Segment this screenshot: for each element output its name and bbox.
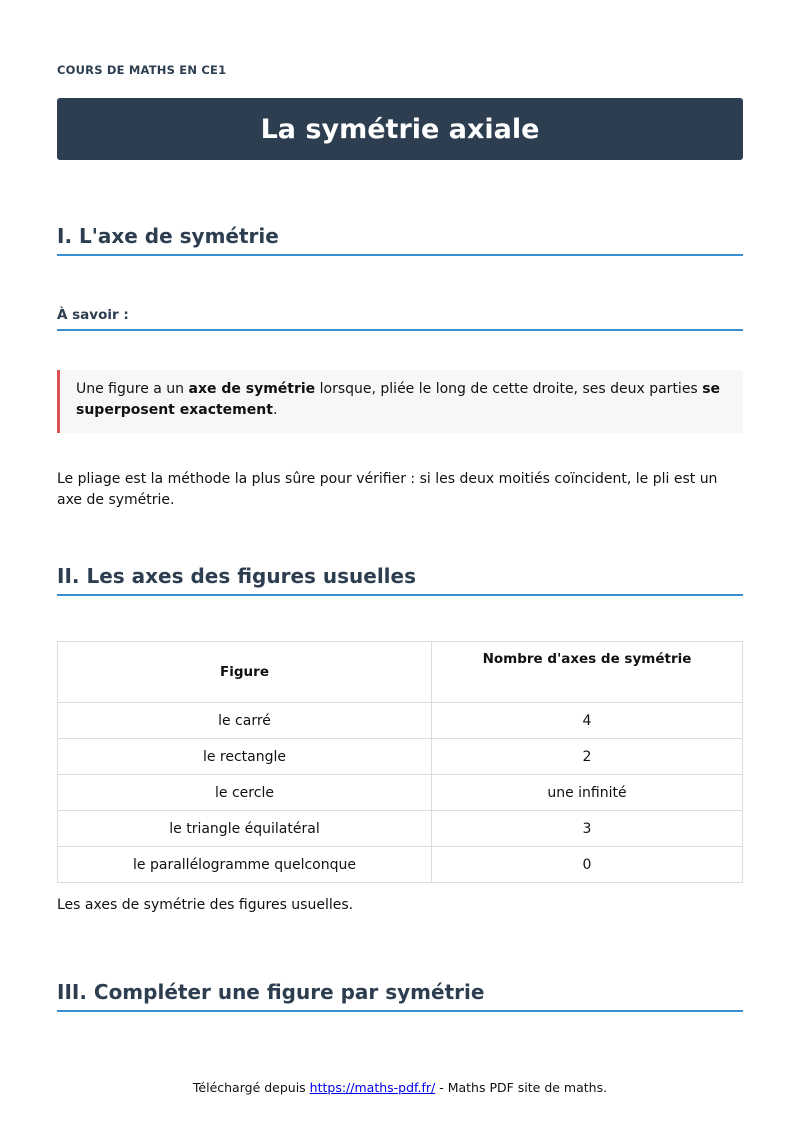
title-banner <box>57 98 743 160</box>
table-row <box>58 811 743 847</box>
table-row <box>58 739 743 775</box>
table-cell-count: une infinité <box>432 775 743 811</box>
definition-callout <box>57 370 743 433</box>
table-header-figure: Figure <box>58 642 432 703</box>
table-cell-count: 2 <box>432 739 743 775</box>
table-row <box>58 703 743 739</box>
table-header-count: Nombre d'axes de symétrie <box>432 642 743 703</box>
table-row <box>58 847 743 883</box>
callout-text-2: lorsque, pliée le long de cette droite, ses deux parties <box>315 381 703 397</box>
section-heading-2: II. Les axes des figures usuelles <box>57 564 743 596</box>
table-cell-figure: le rectangle <box>58 739 432 775</box>
footer-suffix: - Maths PDF site de maths. <box>435 1080 608 1095</box>
table-header-row <box>58 642 743 703</box>
footer <box>0 1080 800 1095</box>
a-savoir-heading: À savoir : <box>57 307 743 331</box>
table-cell-count: 4 <box>432 703 743 739</box>
section-heading-3: III. Compléter une figure par symétrie <box>57 980 743 1012</box>
footer-link[interactable]: https://maths-pdf.fr/ <box>309 1080 436 1095</box>
table-cell-figure: le carré <box>58 703 432 739</box>
callout-bold-2: se superposent exactement <box>76 381 721 418</box>
course-label: COURS DE MATHS EN CE1 <box>57 63 227 77</box>
table-cell-figure: le parallélogramme quelconque <box>58 847 432 883</box>
callout-bold-1: axe de symétrie <box>188 381 316 397</box>
table-cell-count: 0 <box>432 847 743 883</box>
callout-text-3: . <box>272 402 278 418</box>
callout-text-1: Une figure a un <box>76 381 189 397</box>
table-row <box>58 775 743 811</box>
table-cell-figure: le triangle équilatéral <box>58 811 432 847</box>
pliage-paragraph: Le pliage est la méthode la plus sûre pour vérifier : si les deux moitiés coïncident, le pli est un axe de symétrie. <box>57 471 718 508</box>
table-cell-count: 3 <box>432 811 743 847</box>
section-heading-1: I. L'axe de symétrie <box>57 224 743 256</box>
footer-prefix: Téléchargé depuis <box>192 1080 310 1095</box>
table-cell-figure: le cercle <box>58 775 432 811</box>
table-caption: Les axes de symétrie des figures usuelles. <box>57 897 354 913</box>
page-title: La symétrie axiale <box>260 113 540 145</box>
symmetry-axes-table <box>57 641 743 883</box>
